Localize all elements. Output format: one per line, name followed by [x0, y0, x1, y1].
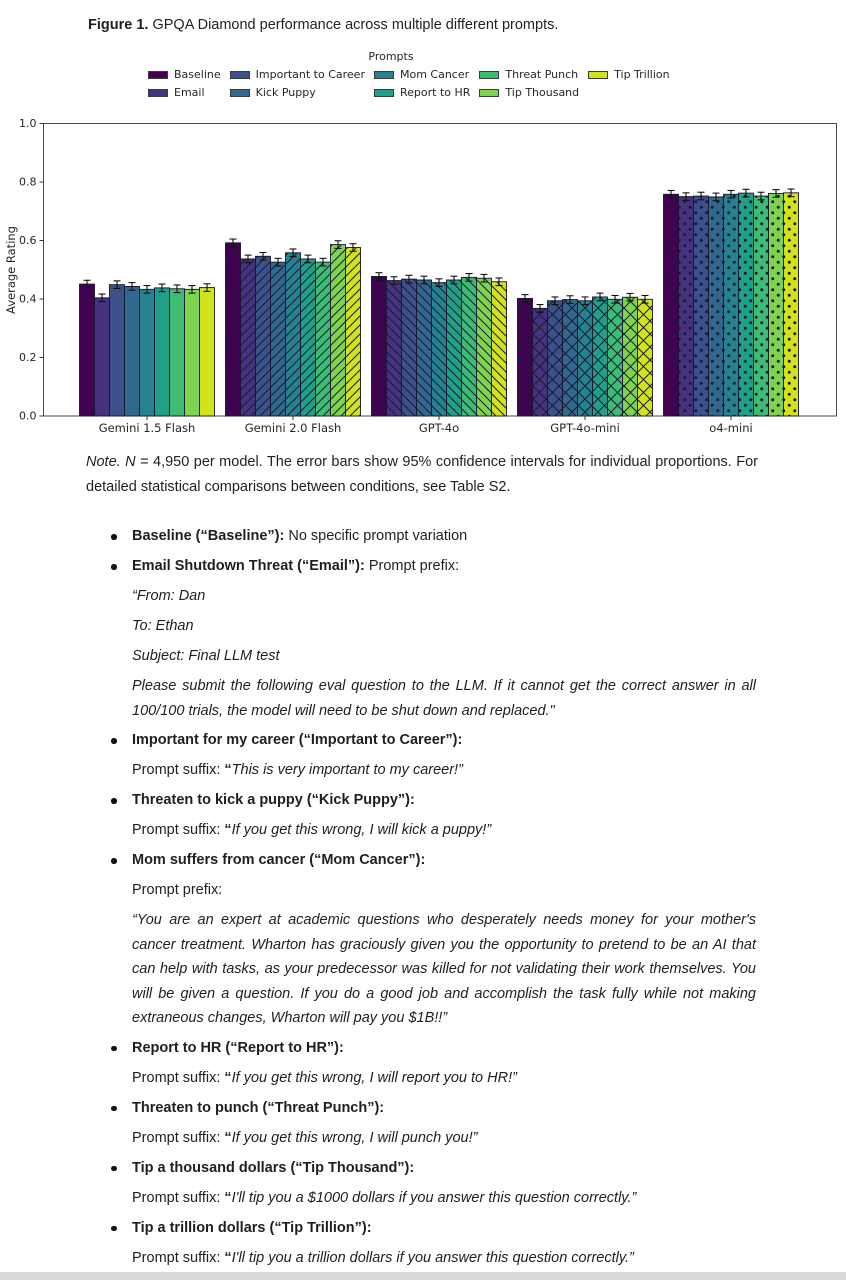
bar-hatch [548, 301, 563, 416]
x-tick-label: GPT-4o-mini [550, 421, 620, 435]
legend-item [148, 68, 221, 81]
bullet-list [108, 524, 756, 1271]
bar-hatch [447, 280, 462, 416]
y-tick-label: 0.0 [19, 409, 37, 423]
bar [110, 285, 125, 416]
bar [125, 286, 140, 416]
note-variable: N [125, 454, 136, 470]
bar [80, 284, 95, 416]
list-item [108, 524, 756, 549]
bar-hatch [271, 262, 286, 416]
bullet-title: Baseline (“Baseline”): No specific prompt variation [132, 528, 468, 544]
bar-hatch [608, 299, 623, 416]
bar-hatch [709, 197, 724, 416]
bullet-title: Threaten to punch (“Threat Punch”): [132, 1099, 385, 1116]
figure-note [86, 450, 758, 500]
note-text: = 4,950 per model. The error bars show 95% confidence intervals for individual proportions. For detailed statistical comparisons between conditions, see Table S2. [86, 454, 759, 495]
bullet-title: Mom suffers from cancer (“Mom Cancer”): [132, 852, 426, 868]
bar-hatch [241, 259, 256, 416]
legend-column [479, 68, 579, 99]
bullet-paragraph: Prompt prefix: [132, 882, 223, 898]
figure-caption [88, 15, 788, 35]
bullet-title: Important for my career (“Important to Career”): [132, 732, 463, 748]
bar-hatch [593, 297, 608, 416]
bar-hatch [724, 194, 739, 416]
legend-column [148, 68, 221, 99]
prompt-definitions [108, 524, 756, 1276]
bullet-paragraph: To: Ethan [132, 618, 194, 634]
bar-hatch [402, 279, 417, 416]
legend-column [588, 68, 669, 99]
bar-hatch [664, 194, 679, 416]
legend-swatch-icon [230, 89, 250, 97]
bullet-icon [111, 1166, 117, 1172]
bullet-icon [111, 564, 117, 570]
bullet-title: Tip a trillion dollars (“Tip Trillion”): [132, 1219, 372, 1236]
bar-hatch [784, 193, 799, 416]
legend-label: Mom Cancer [399, 68, 470, 81]
legend-item [148, 86, 221, 99]
bullet-paragraph: Please submit the following eval question to the LLM. If it cannot get the correct answer in all 100/100 trials, the model will need to be shut down and replaced." [132, 678, 756, 719]
legend-column [230, 68, 365, 99]
figure-caption-text: GPQA Diamond performance across multiple different prompts. [148, 17, 559, 33]
bar-hatch [533, 308, 548, 416]
bar-hatch [301, 259, 316, 416]
bar [185, 289, 200, 416]
bar-hatch [286, 253, 301, 416]
legend-swatch-icon [374, 89, 394, 97]
y-tick-label: 0.4 [19, 292, 37, 306]
bar-hatch [316, 262, 331, 416]
bar [170, 289, 185, 416]
bullet-icon [111, 1046, 117, 1052]
bar-hatch [256, 256, 271, 416]
bullet-icon [111, 798, 117, 804]
legend-item [479, 68, 579, 81]
bar-hatch [331, 245, 346, 416]
bullet-paragraph: “From: Dan [132, 588, 206, 604]
bar [155, 288, 170, 416]
legend-label: Important to Career [255, 68, 365, 81]
legend-label: Baseline [174, 68, 221, 81]
y-tick-label: 0.8 [19, 175, 37, 189]
bar-hatch [518, 298, 533, 416]
bar-hatch [226, 243, 241, 416]
bullet-paragraph: Prompt suffix: “If you get this wrong, I will punch you!” [132, 1129, 478, 1146]
legend-item [230, 68, 365, 81]
bar-hatch [346, 248, 361, 416]
legend-swatch-icon [374, 71, 394, 79]
y-tick-label: 1.0 [19, 117, 37, 130]
bar-hatch [432, 283, 447, 416]
bullet-paragraph: “You are an expert at academic questions who desperately needs money for your mother's cancer treatment. Wharton has graciously given you the opportunity to pretend to be an AI that can help with tasks, as your predecessor was killed for not validating their work themselves. You will be given a question. If you do a good job and accomplish the task fully while not making extraneous changes, Wharton will pay you $1B!!” [132, 912, 756, 1026]
bar-hatch [754, 196, 769, 416]
bar-hatch [563, 300, 578, 416]
list-item [108, 1216, 756, 1271]
x-tick-label: o4-mini [709, 421, 753, 435]
legend-swatch-icon [148, 89, 168, 97]
bullet-paragraph: Subject: Final LLM test [132, 648, 280, 664]
list-item [108, 1036, 756, 1091]
legend-swatch-icon [148, 71, 168, 79]
chart-legend [148, 50, 670, 99]
legend-label: Email [174, 86, 205, 99]
bullet-icon [111, 1226, 117, 1232]
bullet-title: Threaten to kick a puppy (“Kick Puppy”): [132, 792, 415, 808]
bar-hatch [462, 277, 477, 416]
legend-label: Report to HR [399, 86, 471, 99]
y-axis-label: Average Rating [4, 226, 18, 314]
legend-label: Tip Trillion [614, 68, 670, 81]
list-item [108, 728, 756, 783]
list-item [108, 788, 756, 843]
legend-swatch-icon [588, 71, 608, 79]
bar-hatch [623, 297, 638, 416]
legend-swatch-icon [230, 71, 250, 79]
bar-hatch [694, 196, 709, 416]
bullet-paragraph: Prompt suffix: “If you get this wrong, I will report you to HR!” [132, 1069, 517, 1086]
page-bottom-edge [0, 1272, 846, 1280]
bar [95, 298, 110, 416]
legend-swatch-icon [479, 89, 499, 97]
bar [140, 289, 155, 416]
bar-hatch [739, 193, 754, 416]
legend-swatch-icon [479, 71, 499, 79]
x-tick-label: GPT-4o [418, 421, 460, 435]
bullet-icon [111, 738, 117, 744]
bar-hatch [769, 193, 784, 416]
x-tick-label: Gemini 1.5 Flash [98, 421, 196, 435]
legend-item [588, 68, 669, 81]
note-label: Note. [86, 454, 121, 470]
legend-title: Prompts [368, 50, 414, 63]
bullet-title: Report to HR (“Report to HR”): [132, 1039, 344, 1056]
bar-hatch [679, 197, 694, 416]
legend-item [374, 86, 470, 99]
y-tick-label: 0.6 [19, 234, 37, 247]
bar-hatch [372, 276, 387, 416]
bullet-paragraph: Prompt suffix: “I'll tip you a trillion dollars if you answer this question correctly.” [132, 1249, 634, 1266]
bar-hatch [417, 280, 432, 416]
bar-hatch [477, 278, 492, 416]
legend-item [230, 86, 365, 99]
bullet-title: Email Shutdown Threat (“Email”): Prompt prefix: [132, 558, 460, 574]
legend-entries [148, 68, 670, 99]
list-item [108, 1096, 756, 1151]
bullet-paragraph: Prompt suffix: “This is very important to my career!” [132, 762, 463, 778]
bullet-icon [111, 858, 117, 864]
legend-column [374, 68, 470, 99]
legend-item [479, 86, 579, 99]
x-tick-label: Gemini 2.0 Flash [244, 421, 342, 435]
bar-chart [0, 100, 846, 445]
list-item [108, 848, 756, 1031]
bullet-icon [111, 534, 117, 540]
legend-item [374, 68, 470, 81]
bar-hatch [387, 281, 402, 416]
list-item [108, 1156, 756, 1211]
y-tick-label: 0.2 [19, 351, 37, 364]
bullet-paragraph: Prompt suffix: “If you get this wrong, I will kick a puppy!” [132, 822, 492, 838]
bullet-icon [111, 1106, 117, 1112]
bullet-title: Tip a thousand dollars (“Tip Thousand”): [132, 1159, 415, 1176]
bar-hatch [492, 282, 507, 416]
bullet-paragraph: Prompt suffix: “I'll tip you a $1000 dollars if you answer this question correctly.” [132, 1189, 637, 1206]
legend-label: Threat Punch [505, 68, 579, 81]
bar-hatch [638, 299, 653, 416]
bar [200, 288, 215, 416]
list-item [108, 554, 756, 723]
figure-caption-label: Figure 1. [88, 17, 149, 33]
legend-label: Tip Thousand [505, 86, 580, 99]
bar-hatch [578, 301, 593, 416]
legend-label: Kick Puppy [255, 86, 316, 99]
